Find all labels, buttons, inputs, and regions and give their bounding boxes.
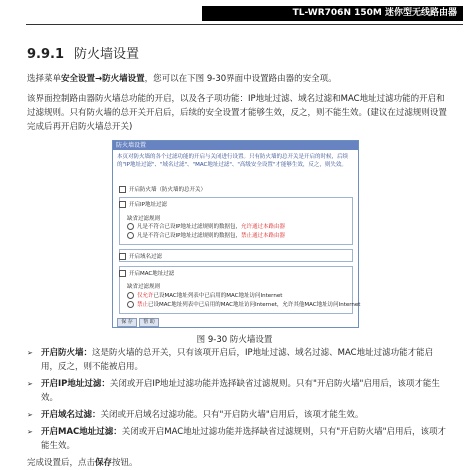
ip-rule-deny-highlight: 禁止通过本路由器 — [240, 233, 285, 239]
mac-rule-deny-radio[interactable] — [127, 301, 134, 308]
ip-rule-deny-text: 凡是不符合已设IP地址过滤规则的数据包， — [137, 233, 241, 239]
main-switch-label: 开启防火墙（防火墙的总开关） — [129, 187, 207, 193]
ip-enable-checkbox[interactable] — [119, 201, 126, 208]
ip-rule-allow-radio[interactable] — [127, 223, 134, 230]
page-header: TL-WR706N 150M 迷你型无线路由器 — [202, 6, 463, 21]
bullet-marker-icon: ➢ — [27, 380, 33, 388]
closing-suffix: 按钮。 — [112, 458, 138, 468]
bullet-item — [27, 425, 447, 453]
mac-enable-row[interactable] — [119, 269, 174, 277]
mac-rule-allow-text: 已设MAC地址列表中已启用的MAC地址访问Internet — [153, 293, 283, 299]
firewall-settings-figure — [112, 140, 359, 328]
bullet-term: 开启IP地址过滤： — [41, 379, 110, 389]
ip-rule-deny[interactable] — [127, 231, 285, 239]
bullet-term: 开启MAC地址过滤： — [41, 427, 122, 437]
closing-button-name: 保存 — [95, 458, 113, 468]
description-paragraph: 该界面控制路由器防火墙总功能的开启，以及各子项功能：IP地址过滤、域名过滤和MAC地址过滤功能的开启和过滤规则。只有防火墙的总开关开启后，后续的安全设置才能够生效，反之，则不能生效。(建议在过滤规则设置完成后再开启防火墙总开关) — [27, 94, 447, 132]
bullet-item — [27, 408, 447, 422]
intro-prefix: 选择菜单 — [27, 74, 62, 84]
bullet-text: 这是防火墙的总开关，只有该项开启后，IP地址过滤、域名过滤、MAC地址过滤功能才能启用，反之，则不能被启用。 — [41, 348, 434, 372]
ip-rule-allow[interactable] — [127, 222, 285, 230]
mac-rule-allow-radio[interactable] — [127, 292, 134, 299]
main-switch-checkbox[interactable] — [119, 186, 126, 193]
main-switch-row[interactable] — [119, 185, 206, 193]
mac-rule-label: 缺省过滤规则 — [127, 284, 161, 290]
mac-rule-deny-highlight: 禁止 — [137, 302, 149, 308]
header-rule — [26, 24, 463, 25]
ip-rule-label: 缺省过滤规则 — [127, 216, 161, 222]
bullet-text: 关闭或开启MAC地址过滤功能并选择缺省过滤规则，只有"开启防火墙"启用后，该项才能生效。 — [41, 427, 447, 451]
section-number: 9.9.1 — [27, 47, 65, 62]
mac-rule-deny[interactable] — [127, 300, 360, 308]
bullet-item — [27, 346, 447, 374]
mac-rule-allow-highlight: 仅允许 — [137, 293, 154, 299]
section-heading — [27, 43, 139, 62]
mac-enable-checkbox[interactable] — [119, 270, 126, 277]
figure-caption: 图 9-30 防火墙设置 — [196, 335, 273, 345]
intro-suffix: ，您可以在下图 9-30界面中设置路由器的安全项。 — [144, 74, 337, 84]
ip-enable-label: 开启IP地址过滤 — [129, 202, 167, 208]
section-title: 防火墙设置 — [74, 47, 140, 62]
domain-enable-label: 开启域名过滤 — [129, 254, 163, 260]
ip-rule-allow-highlight: 允许通过本路由器 — [240, 224, 285, 230]
figure-title-bar: 防火墙设置 — [113, 141, 358, 150]
bullet-marker-icon: ➢ — [27, 411, 33, 419]
intro-menu-path: 安全设置→防火墙设置 — [61, 74, 145, 84]
bullet-term: 开启防火墙： — [41, 348, 93, 358]
domain-enable-checkbox[interactable] — [119, 253, 126, 260]
ip-enable-row[interactable] — [119, 200, 167, 208]
bullet-text: 关闭或开启IP地址过滤功能并选择缺省过滤规则。只有"开启防火墙"启用后，该项才能生效。 — [41, 379, 440, 403]
bullet-term: 开启域名过滤： — [41, 410, 101, 420]
mac-rule-allow[interactable] — [127, 291, 282, 299]
bullet-text: 关闭或开启域名过滤功能。只有"开启防火墙"启用后，该项才能生效。 — [100, 410, 364, 420]
help-button[interactable]: 帮 助 — [139, 318, 159, 327]
closing-line — [27, 456, 447, 470]
ip-rule-deny-radio[interactable] — [127, 232, 134, 239]
save-button[interactable]: 保 存 — [117, 318, 137, 327]
bullet-marker-icon: ➢ — [27, 349, 33, 357]
mac-enable-label: 开启MAC地址过滤 — [129, 271, 175, 277]
figure-description: 本页对防火墙的各个过滤功能的开启与关闭进行设置。只有防火墙的总开关是开启的时候，后续的"IP地址过滤"、"域名过滤"、"MAC地址过滤"、"高级安全设置"才能够生效，反之，则失效。 — [117, 154, 349, 168]
closing-prefix: 完成设置后，点击 — [27, 458, 96, 468]
intro-paragraph — [27, 72, 447, 86]
mac-rule-deny-text: 已设MAC地址列表中已启用的MAC地址访问Internet，允许其他MAC地址访问Internet — [148, 302, 361, 308]
bullet-item — [27, 377, 447, 405]
bullet-marker-icon: ➢ — [27, 428, 33, 436]
domain-enable-row[interactable] — [119, 252, 162, 260]
ip-rule-allow-text: 凡是不符合已设IP地址过滤规则的数据包， — [137, 224, 241, 230]
